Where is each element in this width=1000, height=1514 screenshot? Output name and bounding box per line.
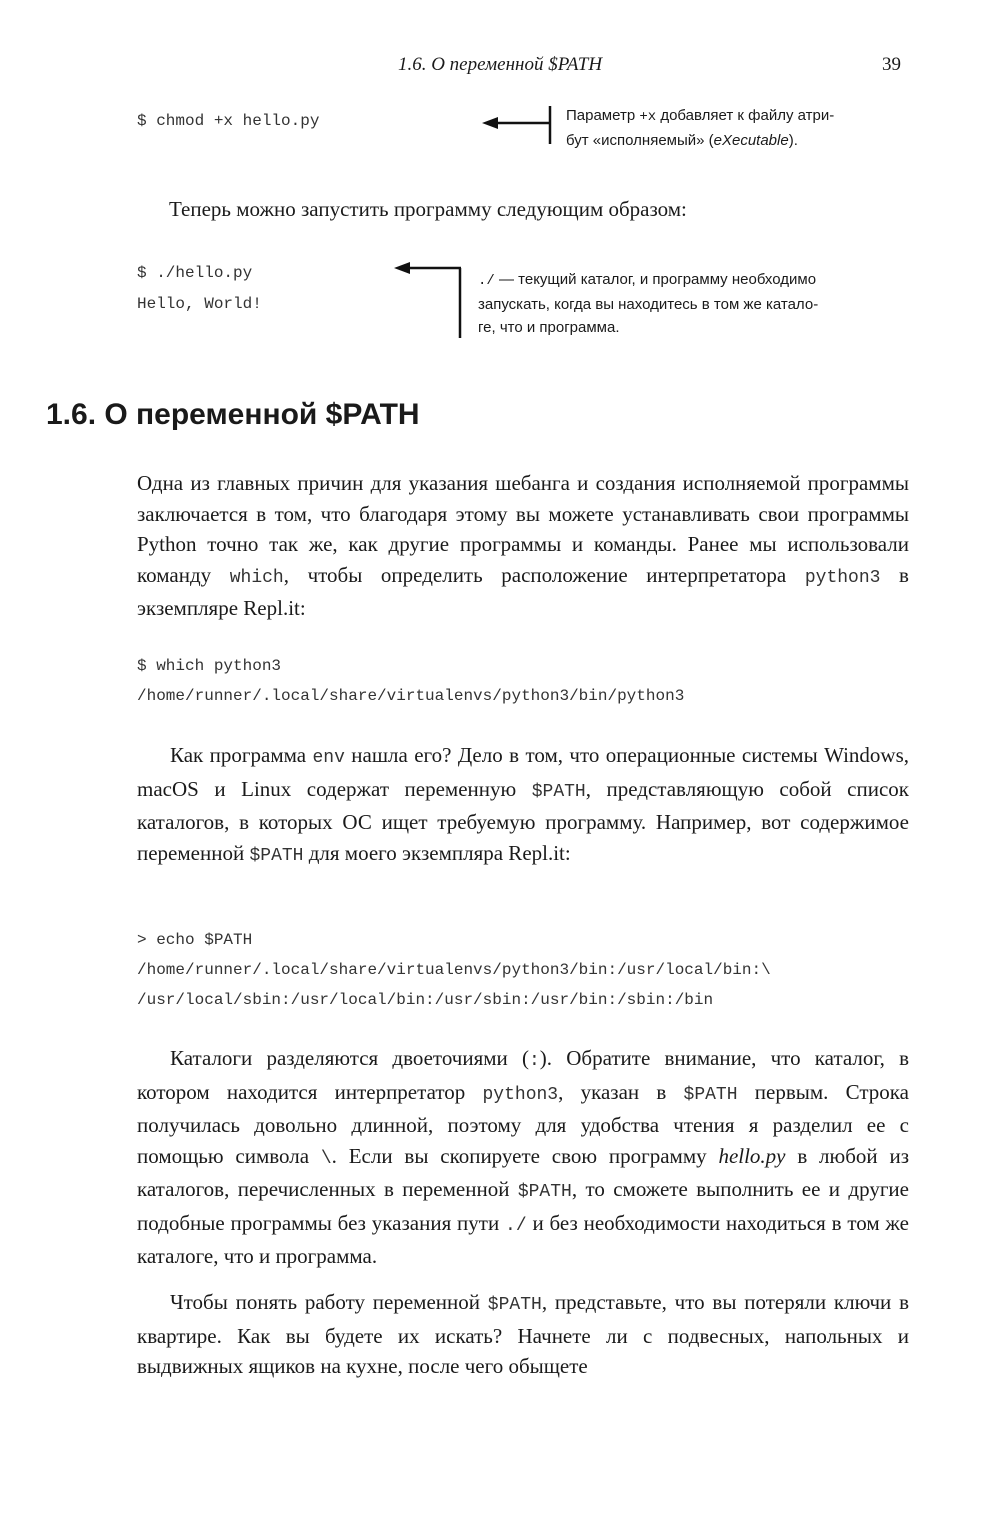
section-heading: 1.6. О переменной $PATH [46,398,420,431]
code-run-hello-1: $ ./hello.py [137,264,253,282]
intro-text: Теперь можно запустить программу следующим образом: [169,197,687,221]
code-echo-1: > echo $PATH [137,931,253,949]
code-which-1: $ which python3 [137,657,282,675]
note-executable: Параметр +x добавляет к файлу атри- бут «исполняемый» (eXecutable). [566,107,835,149]
code-which-2: /home/runner/.local/share/virtualenvs/python3/bin/python3 [137,687,685,705]
paragraph-keys-analogy: Чтобы понять работу переменной $PATH, представьте, что вы потеряли ключи в квартире. Как вы будете их искать? Начнете ли с подвесных, напольных и выдвижных ящиков на кухне, после чего обыщете [137,1290,909,1378]
code-chmod: $ chmod +x hello.py [137,112,320,130]
code-run-hello-2: Hello, World! [137,295,262,313]
callout-arrow-2 [394,258,466,340]
page-number: 39 [882,54,901,75]
paragraph-shebang: Одна из главных причин для указания шебанга и создания исполняемой программы заключается в том, что благодаря этому вы можете устанавливать свои программы Python точно так же, как другие программы и команды. Ранее мы использовали команду which, чтобы определить расположение интерпретатора python3 в экземпляре Repl.it: [137,471,909,620]
paragraph-directories: Каталоги разделяются двоеточиями (:). Обратите внимание, что каталог, в котором находится интерпретатор python3, указан в $PATH первым. Строка получилась довольно длинной, поэтому для удобства чтения я разделил ее с помощью символа \. Если вы скопируете свою программу hello.py в любой из каталогов, перечисленных в переменной $PATH, то сможете выполнить ее и другие подобные программы без указания пути ./ и без необходимости находиться в том же каталоге, что и программа. [137,1046,909,1268]
code-echo-2: /home/runner/.local/share/virtualenvs/python3/bin:/usr/local/bin:\ [137,961,771,979]
running-header: 1.6. О переменной $PATH [397,54,603,75]
paragraph-env: Как программа env нашла его? Дело в том, что операционные системы Windows, macOS и Linux содержат переменную $PATH, представляющую собой список каталогов, в которых ОС ищет требуемую программу. Например, вот содержимое переменной $PATH для моего экземпляра Repl.it: [137,743,910,866]
code-echo-3: /usr/local/sbin:/usr/local/bin:/usr/sbin:/usr/bin:/sbin:/bin [137,991,714,1009]
callout-arrow-1 [482,104,554,146]
note-current-dir: ./ — текущий каталог, и программу необходимо запускать, когда вы находитесь в том же катало- ге, что и программа. [478,271,819,336]
